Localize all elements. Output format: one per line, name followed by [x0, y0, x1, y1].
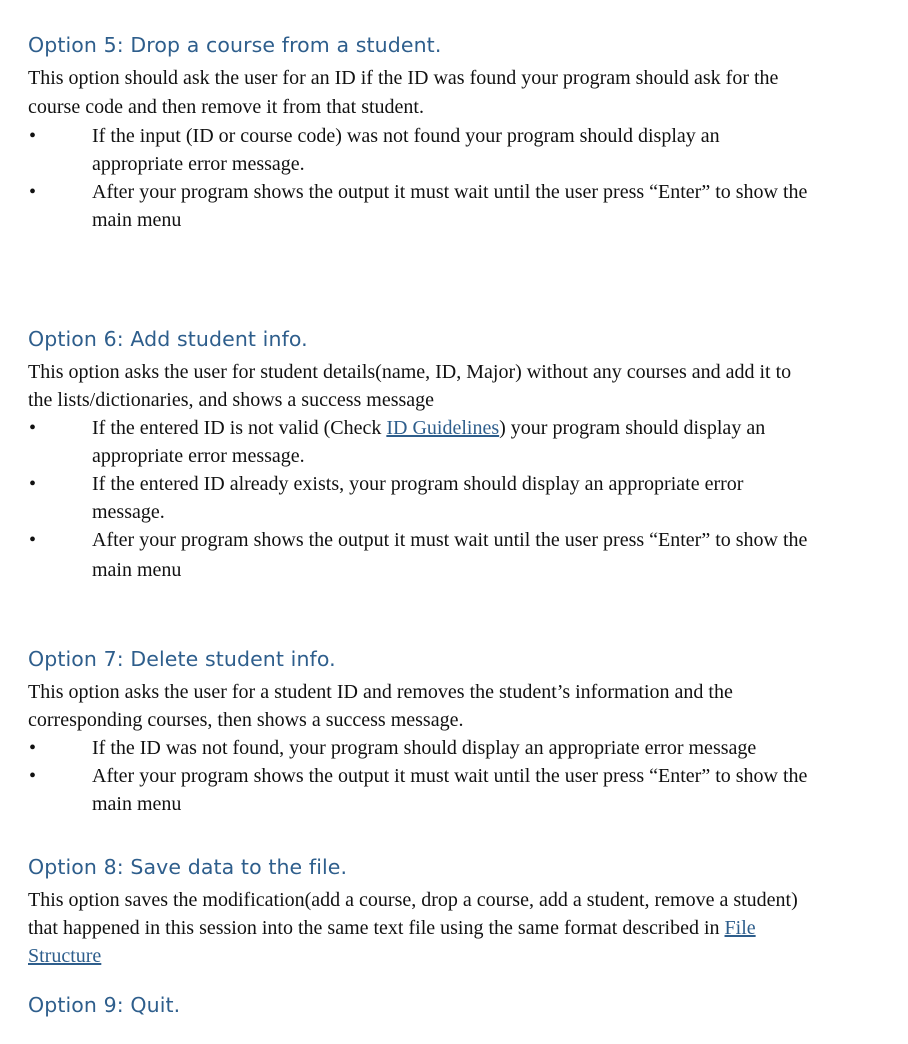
bullet-icon: •: [29, 125, 37, 147]
option-5-description-line-2: course code and then remove it from that student.: [28, 96, 424, 118]
option-7-bullet-2-line-2: main menu: [92, 793, 182, 815]
option-6-description-line-1: This option asks the user for student details(name, ID, Major) without any courses and add it to: [28, 361, 792, 383]
id-guidelines-link[interactable]: ID Guidelines: [386, 417, 500, 439]
option-6-bullet-1-text-after-link: ) your program should display an: [499, 417, 766, 439]
option-5-bullet-2-line-1: After your program shows the output it must wait until the user press “Enter” to show the: [92, 181, 808, 203]
file-structure-link-continued[interactable]: Structure: [28, 945, 102, 967]
option-6-bullet-1-text-before-link: If the entered ID is not valid (Check: [92, 417, 387, 439]
file-structure-link[interactable]: File: [724, 917, 756, 939]
option-6-heading: Option 6: Add student info.: [28, 327, 308, 351]
option-6-bullet-3-line-2: main menu: [92, 559, 182, 581]
option-8-description-line-2: [28, 916, 756, 940]
option-5-bullet-1-line-1: If the input (ID or course code) was not found your program should display an: [92, 125, 720, 147]
bullet-icon: •: [29, 529, 37, 551]
option-6-description-line-2: the lists/dictionaries, and shows a success message: [28, 389, 435, 411]
option-8-text-before-link: that happened in this session into the same text file using the same format described in: [28, 917, 725, 939]
bullet-icon: •: [29, 737, 37, 759]
option-5-bullet-2-line-2: main menu: [92, 209, 182, 231]
bullet-icon: •: [29, 181, 37, 203]
option-7-heading: Option 7: Delete student info.: [28, 647, 336, 671]
option-8-description-line-3: [28, 944, 101, 968]
option-8-description-line-1: This option saves the modification(add a course, drop a course, add a student, remove a student): [28, 889, 798, 911]
bullet-icon: •: [29, 417, 37, 439]
option-5-description-line-1: This option should ask the user for an ID if the ID was found your program should ask for the: [28, 67, 779, 89]
option-7-bullet-2-line-1: After your program shows the output it must wait until the user press “Enter” to show the: [92, 765, 808, 787]
option-6-bullet-1-line-2: appropriate error message.: [92, 445, 305, 467]
option-5-heading: Option 5: Drop a course from a student.: [28, 33, 442, 57]
bullet-icon: •: [29, 765, 37, 787]
option-7-description-line-2: corresponding courses, then shows a success message.: [28, 709, 464, 731]
bullet-icon: •: [29, 473, 37, 495]
option-6-bullet-2-line-1: If the entered ID already exists, your program should display an appropriate error: [92, 473, 744, 495]
option-5-bullet-1-line-2: appropriate error message.: [92, 153, 305, 175]
option-6-bullet-3-line-1: After your program shows the output it must wait until the user press “Enter” to show the: [92, 529, 808, 551]
option-8-heading: Option 8: Save data to the file.: [28, 855, 348, 879]
option-6-bullet-2-line-2: message.: [92, 501, 165, 523]
option-9-heading: Option 9: Quit.: [28, 993, 181, 1017]
option-6-bullet-1-line-1: [92, 416, 765, 440]
option-7-description-line-1: This option asks the user for a student ID and removes the student’s information and the: [28, 681, 733, 703]
option-7-bullet-1-line-1: If the ID was not found, your program should display an appropriate error message: [92, 737, 757, 759]
